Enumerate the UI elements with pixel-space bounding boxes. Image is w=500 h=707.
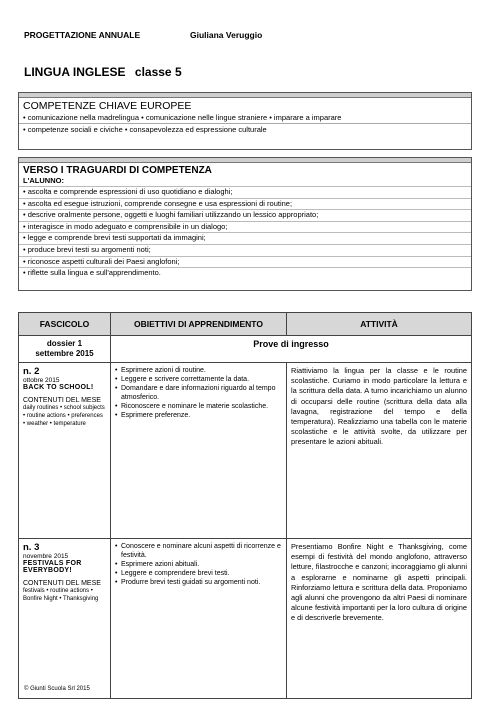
obiettivo-item: • Produrre brevi testi guidati su argomenti noti. — [115, 578, 282, 587]
dossier-label: dossier 1 — [46, 339, 83, 348]
fascicolo-date: novembre 2015 — [23, 553, 69, 560]
competenze-line: • competenze sociali e civiche • consapevolezza ed espressione culturale — [19, 123, 471, 135]
obiettivo-item: • Domandare e dare informazioni riguardo al tempo atmosferico. — [115, 384, 282, 402]
column-header-fascicolo: FASCICOLO — [19, 313, 111, 336]
traguardo-item: • ascolta e comprende espressioni di uso quotidiano e dialoghi; — [19, 186, 471, 198]
table-header-row — [19, 313, 472, 336]
fascicolo-cell — [19, 363, 111, 539]
traguardo-item: • riflette sulla lingua e sull'apprendimento. — [19, 267, 471, 279]
traguardo-item: • ascolta ed esegue istruzioni, comprende consegne e usa espressioni di routine; — [19, 198, 471, 210]
obiettivo-item: • Conoscere e nominare alcuni aspetti di ricorrenze e festività. — [115, 542, 282, 560]
fascicolo-name: FESTIVALS FOR EVERYBODY! — [23, 560, 82, 574]
traguardi-heading: VERSO I TRAGUARDI DI COMPETENZA — [23, 165, 212, 176]
attivita-cell: Presentiamo Bonfire Night e Thanksgiving, come esempi di festività del mondo anglofono, attraverso letture, filastrocche e canzoni; incoraggiamo gli alunni a esplorarne e nominarne gli aspetti principali. Rinforziamo lettura e scrittura della data. Proponiamo agli alunni che provengono da altri Paesi di nominare alcune festività importanti per la loro cultura di origine e di descriverle brevemente. — [287, 539, 472, 699]
contenuti-text: daily routines • school subjects • routine actions • preferences • weather • temperature — [23, 405, 105, 427]
traguardo-item: • produce brevi testi su argomenti noti; — [19, 244, 471, 256]
traguardo-item: • legge e comprende brevi testi supportati da immagini; — [19, 232, 471, 244]
class-title: classe 5 — [134, 65, 182, 79]
contenuti-text: festivals • routine actions • Bonfire Night • Thanksgiving — [23, 588, 99, 602]
traguardi-intro: L'ALUNNO: — [23, 176, 64, 185]
dossier-cell — [19, 336, 111, 363]
table-row — [19, 363, 472, 539]
traguardo-item: • descrive oralmente persone, oggetti e luoghi familiari utilizzando un lessico appropriato; — [19, 209, 471, 221]
obiettivi-cell — [111, 363, 287, 539]
traguardo-item: • riconosce aspetti culturali dei Paesi anglofoni; — [19, 256, 471, 268]
obiettivo-item: • Leggere e comprendere brevi testi. — [115, 569, 282, 578]
contenuti-title: CONTENUTI DEL MESE — [23, 580, 101, 587]
fascicolo-name: BACK TO SCHOOL! — [23, 384, 94, 391]
competenze-heading: COMPETENZE CHIAVE EUROPEE — [23, 100, 192, 112]
author-name: Giuliana Veruggio — [190, 30, 263, 40]
prove-ingresso-cell: Prove di ingresso — [111, 336, 472, 363]
obiettivo-item: • Riconoscere e nominare le materie scolastiche. — [115, 402, 282, 411]
page-title — [24, 65, 182, 79]
table-row — [19, 539, 472, 699]
fascicolo-number: n. 3 — [23, 542, 40, 553]
contenuti-title: CONTENUTI DEL MESE — [23, 397, 101, 404]
programming-table — [18, 312, 472, 699]
obiettivo-item: • Esprimere azioni di routine. — [115, 366, 282, 375]
column-header-obiettivi: OBIETTIVI DI APPRENDIMENTO — [111, 313, 287, 336]
page-header — [24, 30, 263, 40]
attivita-cell: Riattiviamo la lingua per la classe e le routine scolastiche. Curiamo in modo particolare la lettura e la scrittura della data. A turno incarichiamo un alunno di occuparsi delle routine (scrittura della data alla lavagna, registrazione del tempo e della temperatura). Realizziamo una tabella con le materie scolastiche e le attività svolte, da utilizzare per presentare le azioni abituali. — [287, 363, 472, 539]
competenze-box — [18, 92, 472, 150]
obiettivo-item: • Esprimere preferenze. — [115, 411, 282, 420]
project-label: PROGETTAZIONE ANNUALE — [24, 30, 141, 40]
copyright-footer: © Giunti Scuola Srl 2015 — [24, 686, 90, 692]
competenze-line: • comunicazione nella madrelingua • comunicazione nelle lingue straniere • imparare a imparare — [23, 113, 342, 122]
dossier-date: settembre 2015 — [35, 349, 94, 358]
fascicolo-number: n. 2 — [23, 366, 40, 377]
fascicolo-date: ottobre 2015 — [23, 377, 60, 384]
obiettivo-item: • Leggere e scrivere correttamente la data. — [115, 375, 282, 384]
traguardi-box — [18, 157, 472, 291]
obiettivo-item: • Esprimere azioni abituali. — [115, 560, 282, 569]
obiettivi-cell — [111, 539, 287, 699]
column-header-attivita: ATTIVITÀ — [287, 313, 472, 336]
traguardo-item: • interagisce in modo adeguato e comprensibile in un dialogo; — [19, 221, 471, 233]
fascicolo-cell — [19, 539, 111, 699]
subject-title: LINGUA INGLESE — [24, 65, 126, 79]
table-row-dossier — [19, 336, 472, 363]
